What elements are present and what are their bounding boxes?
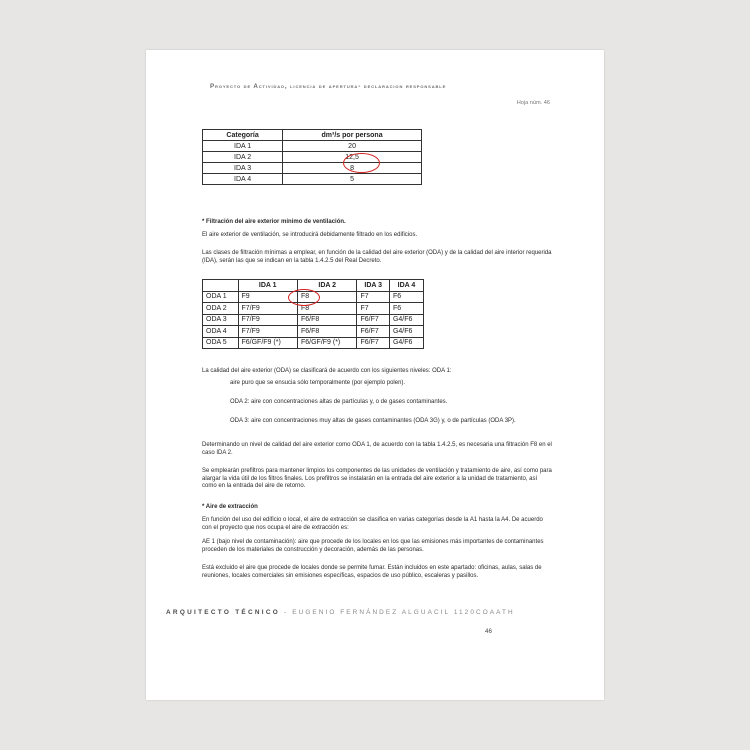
document-header-title: Proyecto de Actividad, licencia de apertura- declaracion responsable [210, 83, 447, 90]
ventilation-rate-table [202, 129, 422, 185]
paragraph: AE 1 (bajo nivel de contaminación): aire que procede de los locales en los que las emisiones más importantes de contaminantes proceden de los materiales de construcción y decoración, además de las personas. [202, 539, 544, 553]
table-header: IDA 1 [238, 280, 297, 292]
paragraph: Las clases de filtración mínimas a emplear, en función de la calidad del aire exterior (ODA) y de la calidad del aire interior requerida (IDA), serán las que se indican en la tabla 1.4.2.5 del Real Decreto. [202, 250, 552, 264]
table-cell: IDA 3 [203, 163, 283, 174]
table-cell: F6/F8 [297, 326, 356, 338]
table-cell: F6/GF/F9 (*) [297, 337, 356, 349]
table-cell: ODA 4 [203, 326, 239, 338]
table-cell: 5 [283, 174, 422, 185]
table-cell: G4/F6 [389, 314, 423, 326]
page-number: 46 [485, 628, 492, 635]
table-cell: F7 [357, 291, 390, 303]
table-cell: F6/F7 [357, 314, 390, 326]
table-cell: 12,5 [283, 152, 422, 163]
table-cell: ODA 2 [203, 303, 239, 315]
red-circle-annotation [343, 153, 380, 173]
table-cell: F6/GF/F9 (*) [238, 337, 297, 349]
table-row [203, 163, 422, 174]
table-row [203, 152, 422, 163]
footer-author [166, 609, 515, 616]
table-row [203, 326, 424, 338]
table-cell: F8 [297, 303, 356, 315]
paragraph: La calidad del aire exterior (ODA) se clasificará de acuerdo con los siguientes niveles: ODA 1: [202, 368, 452, 374]
table-cell: F8 [297, 291, 356, 303]
sheet-number: Hoja núm. 46 [516, 100, 550, 106]
paragraph: En función del uso del edificio o local, el aire de extracción se clasifica en varias categorías desde la A1 hasta la A4. De acuerdo con el proyecto que nos ocupa el aire de extracción es: [202, 517, 543, 531]
section-heading-extraction: * Aire de extracción [202, 504, 258, 510]
paragraph: aire puro que se ensucia sólo temporalmente (por ejemplo polen). [230, 380, 406, 386]
section-heading-filtration: * Filtración del aire exterior mínimo de ventilación. [202, 219, 346, 225]
table-header: IDA 3 [357, 280, 390, 292]
table-cell: IDA 4 [203, 174, 283, 185]
paragraph: ODA 2: aire con concentraciones altas de partículas y, o de gases contaminantes. [230, 399, 448, 405]
table-header: dm³/s por persona [283, 130, 422, 141]
table-header: IDA 2 [297, 280, 356, 292]
table-cell: G4/F6 [389, 326, 423, 338]
footer-right: - EUGENIO FERNÁNDEZ ALGUACIL 1120COAATH [284, 609, 515, 616]
table-cell: F6 [389, 291, 423, 303]
table-cell: F7 [357, 303, 390, 315]
table-cell: G4/F6 [389, 337, 423, 349]
table-cell: F7/F9 [238, 303, 297, 315]
table-cell: F7/F9 [238, 326, 297, 338]
red-circle-annotation [288, 289, 320, 306]
table-cell: IDA 1 [203, 141, 283, 152]
table-row [203, 337, 424, 349]
table-cell: F6/F8 [297, 314, 356, 326]
table-cell: ODA 5 [203, 337, 239, 349]
table-row [203, 174, 422, 185]
table-cell: 20 [283, 141, 422, 152]
table-cell: IDA 2 [203, 152, 283, 163]
paragraph: ODA 3: aire con concentraciones muy altas de gases contaminantes (ODA 3G) y, o de partículas (ODA 3P). [230, 418, 516, 424]
paragraph: Se emplearán prefiltros para mantener limpios los componentes de las unidades de ventilación y tratamiento de aire, así como para alargar la vida útil de los filtros finales. Los prefiltros se instalarán en la entrada del aire exterior a la unidad de tratamiento, así como en la entrada del aire de retorno. [202, 468, 552, 490]
paragraph: Está excluido el aire que procede de locales donde se permite fumar. Están incluidos en este apartado: oficinas, aulas, salas de reuniones, locales comerciales sin emisiones específicas, espacios de uso público, escaleras y pasillos. [202, 565, 542, 579]
paragraph: El aire exterior de ventilación, se introducirá debidamente filtrado en los edificios. [202, 232, 418, 238]
table-cell: 8 [283, 163, 422, 174]
table-cell: F9 [238, 291, 297, 303]
table-cell: ODA 3 [203, 314, 239, 326]
table-header: IDA 4 [389, 280, 423, 292]
table-cell: F6/F7 [357, 326, 390, 338]
table-header [203, 280, 239, 292]
document-page [146, 50, 604, 700]
table-cell: F6/F7 [357, 337, 390, 349]
table-row [203, 314, 424, 326]
table-cell: F7/F9 [238, 314, 297, 326]
table-row [203, 141, 422, 152]
paragraph: Determinando un nivel de calidad del aire exterior como ODA 1, de acuerdo con la tabla 1.4.2.5, es necesaria una filtración F8 en el caso IDA 2. [202, 442, 552, 456]
table-header: Categoría [203, 130, 283, 141]
table-cell: ODA 1 [203, 291, 239, 303]
table-cell: F6 [389, 303, 423, 315]
footer-left: ARQUITECTO TÉCNICO [166, 609, 281, 616]
